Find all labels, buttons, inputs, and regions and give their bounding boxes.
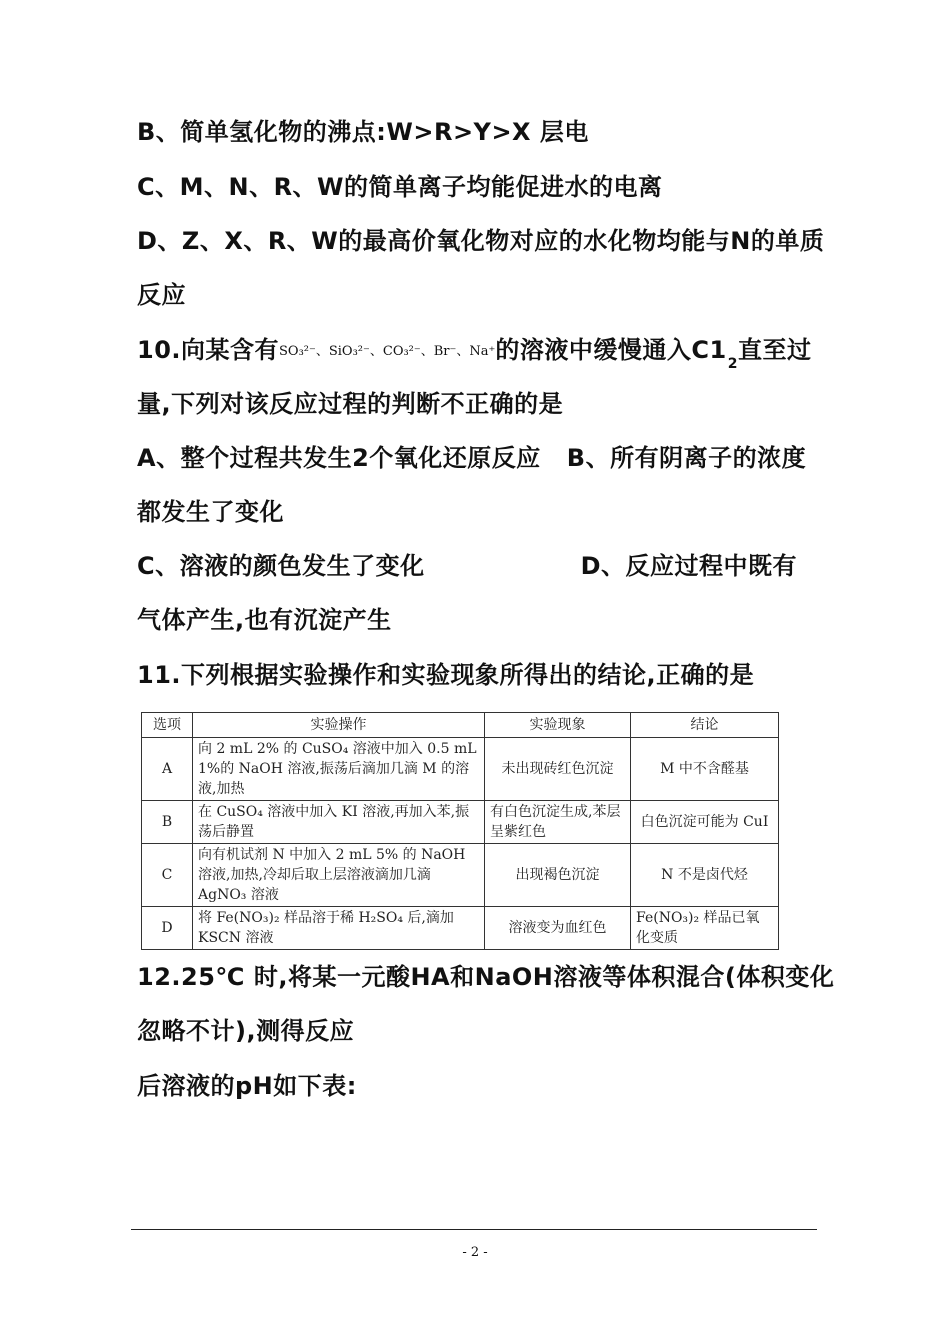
q10-options-ab — [137, 442, 806, 474]
q10-ion-list: SO₃²⁻、SiO₃²⁻、CO₃²⁻、Br⁻、Na⁺ — [279, 344, 496, 359]
row-phenomenon: 有白色沉淀生成,苯层呈紫红色 — [485, 801, 631, 844]
table-row — [142, 844, 779, 907]
option-d-line-2: 反应 — [137, 281, 186, 309]
row-option: D — [142, 907, 193, 950]
question-10-line — [137, 334, 811, 380]
question-12-line-2: 忽略不计),测得反应 — [137, 1017, 355, 1045]
q10-option-c: C、溶液的颜色发生了变化 — [137, 552, 425, 580]
q10-option-b-line-2: 都发生了变化 — [137, 498, 284, 526]
q10-middle: 的溶液中缓慢通入C1 — [495, 336, 727, 364]
q10-option-d: D、反应过程中既有 — [580, 552, 798, 580]
row-operation: 将 Fe(NO₃)₂ 样品溶于稀 H₂SO₄ 后,滴加 KSCN 溶液 — [193, 907, 485, 950]
row-option: C — [142, 844, 193, 907]
experiment-table — [141, 712, 779, 950]
row-operation: 向有机试剂 N 中加入 2 mL 5% 的 NaOH 溶液,加热,冷却后取上层溶液滴加几滴 AgNO₃ 溶液 — [193, 844, 485, 907]
row-conclusion: N 不是卤代烃 — [631, 844, 779, 907]
row-phenomenon: 未出现砖红色沉淀 — [485, 738, 631, 801]
option-d-line: D、Z、X、R、W的最高价氧化物对应的水化物均能与N的单质 — [137, 227, 825, 255]
footer-divider — [131, 1229, 817, 1230]
q10-options-cd — [137, 550, 797, 582]
row-phenomenon: 出现褐色沉淀 — [485, 844, 631, 907]
option-b-line: B、简单氢化物的沸点:W>R>Y>X 层电 — [137, 118, 589, 146]
q10-subscript: 2 — [727, 356, 738, 372]
question-11-line: 11.下列根据实验操作和实验现象所得出的结论,正确的是 — [137, 661, 755, 689]
row-conclusion: Fe(NO₃)₂ 样品已氧化变质 — [631, 907, 779, 950]
header-option: 选项 — [142, 713, 193, 738]
header-operation: 实验操作 — [193, 713, 485, 738]
row-conclusion: 白色沉淀可能为 CuI — [631, 801, 779, 844]
table-row — [142, 801, 779, 844]
row-operation: 在 CuSO₄ 溶液中加入 KI 溶液,再加入苯,振荡后静置 — [193, 801, 485, 844]
table-row — [142, 738, 779, 801]
page-number: - 2 - — [462, 1245, 488, 1260]
row-operation: 向 2 mL 2% 的 CuSO₄ 溶液中加入 0.5 mL 1%的 NaOH 溶液,振荡后滴加几滴 M 的溶液,加热 — [193, 738, 485, 801]
row-conclusion: M 中不含醛基 — [631, 738, 779, 801]
header-conclusion: 结论 — [631, 713, 779, 738]
q10-end: 直至过 — [737, 336, 812, 364]
table-header-row — [142, 713, 779, 738]
q10-prefix: 10.向某含有 — [137, 336, 280, 364]
question-12-line-3: 后溶液的pH如下表: — [137, 1072, 357, 1100]
header-phenomenon: 实验现象 — [485, 713, 631, 738]
table-row — [142, 907, 779, 950]
q10-option-a: A、整个过程共发生2个氧化还原反应 — [137, 444, 541, 472]
row-phenomenon: 溶液变为血红色 — [485, 907, 631, 950]
row-option: A — [142, 738, 193, 801]
row-option: B — [142, 801, 193, 844]
question-12-line: 12.25℃ 时,将某一元酸HA和NaOH溶液等体积混合(体积变化 — [137, 963, 835, 991]
option-c-line: C、M、N、R、W的简单离子均能促进水的电离 — [137, 173, 663, 201]
question-10-line-2: 量,下列对该反应过程的判断不正确的是 — [137, 390, 564, 418]
q10-option-b: B、所有阴离子的浓度 — [566, 444, 807, 472]
q10-option-d-line-2: 气体产生,也有沉淀产生 — [137, 606, 392, 634]
